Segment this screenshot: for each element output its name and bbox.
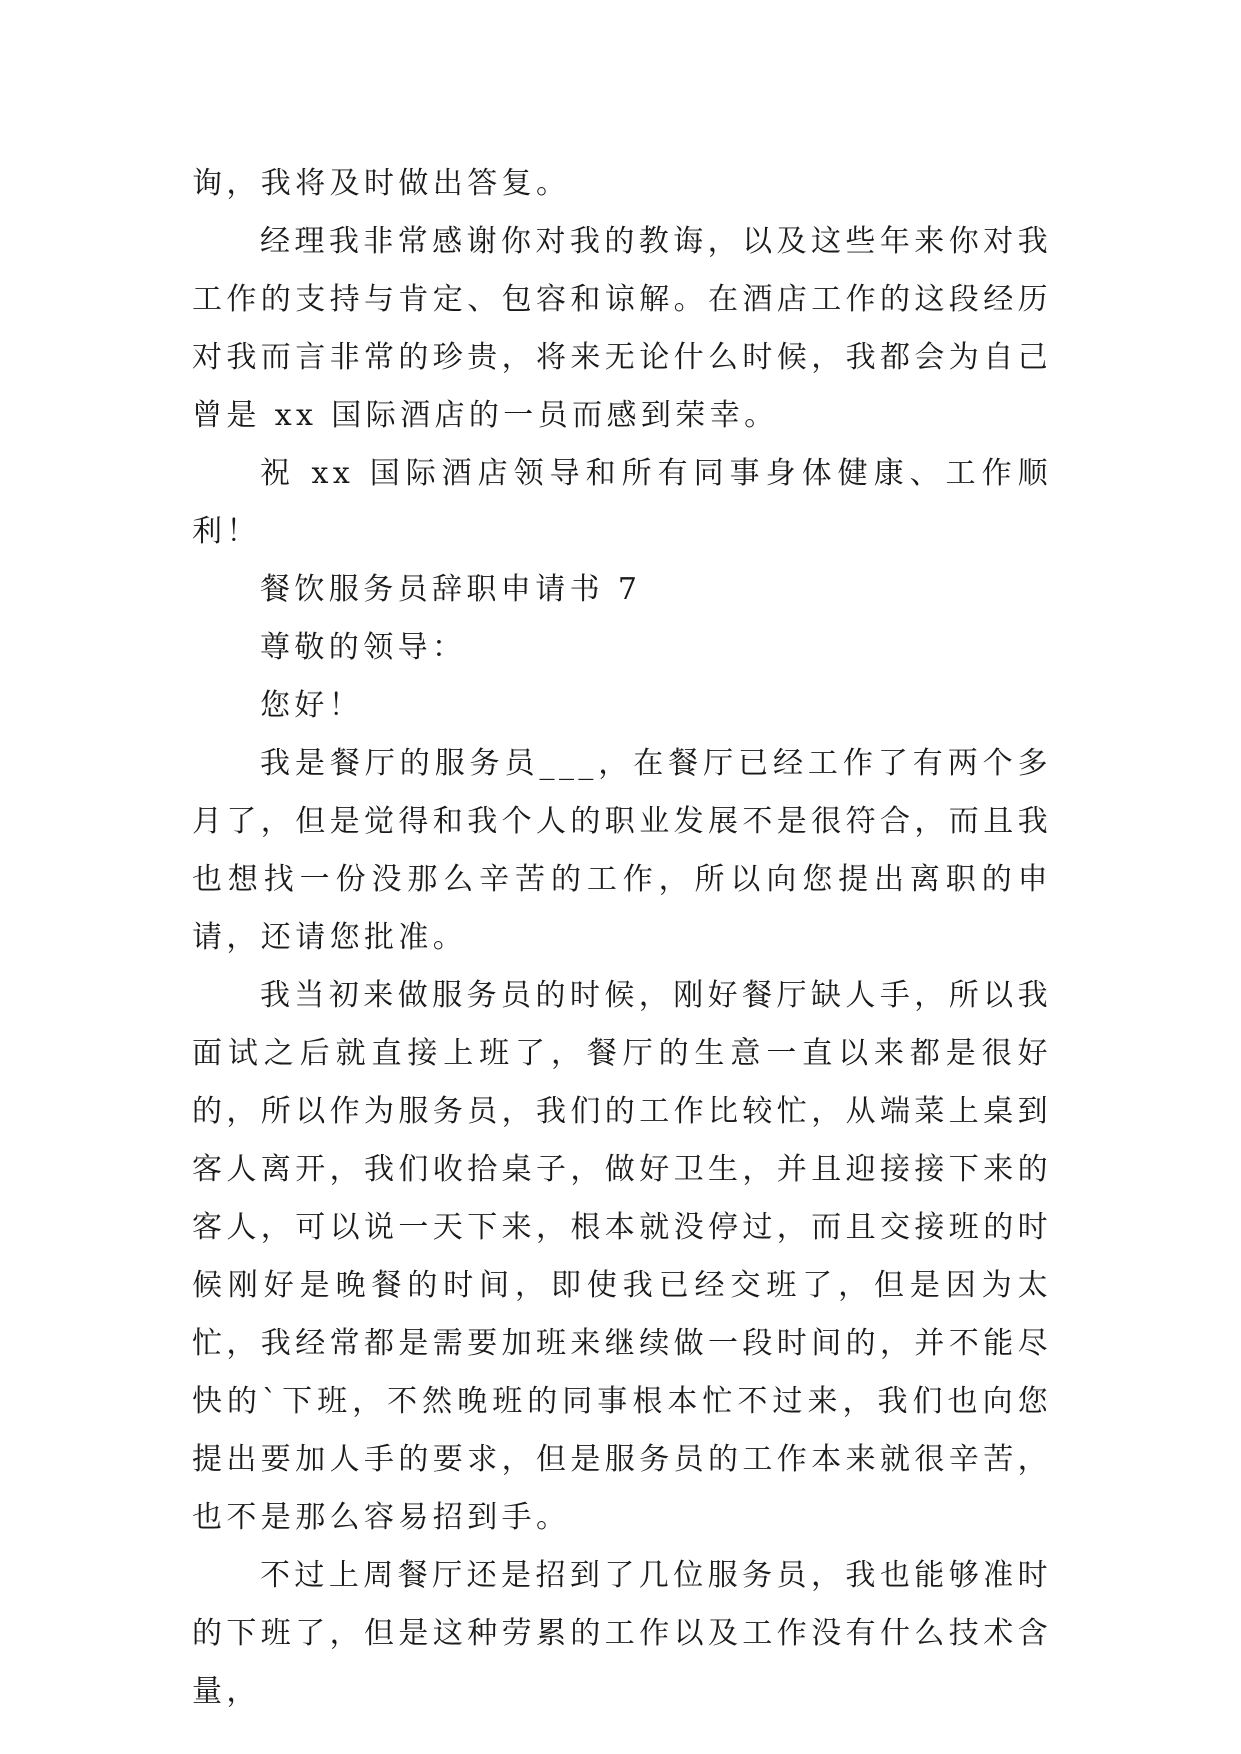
- letter-title: 餐饮服务员辞职申请书 7: [260, 572, 642, 607]
- paragraph-wishes: 祝 xx 国际酒店领导和所有同事身体健康、工作顺利！: [192, 456, 1052, 549]
- paragraph-continuation: 询，我将及时做出答复。: [192, 166, 571, 201]
- paragraph-recent: 不过上周餐厅还是招到了几位服务员，我也能够准时的下班了，但是这种劳累的工作以及工作没有什么技术含量，: [192, 1558, 1052, 1709]
- greeting: 您好！: [260, 688, 364, 723]
- document-body: [192, 155, 1052, 1721]
- paragraph-experience: 我当初来做服务员的时候，刚好餐厅缺人手，所以我面试之后就直接上班了，餐厅的生意一直以来都是很好的，所以作为服务员，我们的工作比较忙，从端菜上桌到客人离开，我们收拾桌子，做好卫生，并且迎接接下来的客人，可以说一天下来，根本就没停过，而且交接班的时候刚好是晚餐的时间，即使我已经交班了，但是因为太忙，我经常都是需要加班来继续做一段时间的，并不能尽快的`下班，不然晚班的同事根本忙不过来，我们也向您提出要加人手的要求，但是服务员的工作本来就很辛苦，也不是那么容易招到手。: [192, 978, 1052, 1535]
- paragraph-intro: 我是餐厅的服务员___，在餐厅已经工作了有两个多月了，但是觉得和我个人的职业发展不是很符合，而且我也想找一份没那么辛苦的工作，所以向您提出离职的申请，还请您批准。: [192, 746, 1052, 955]
- salutation: 尊敬的领导：: [260, 630, 467, 665]
- paragraph-thanks: 经理我非常感谢你对我的教诲，以及这些年来你对我工作的支持与肯定、包容和谅解。在酒店工作的这段经历对我而言非常的珍贵，将来无论什么时候，我都会为自己曾是 xx 国际酒店的一员而感到荣幸。: [192, 224, 1052, 433]
